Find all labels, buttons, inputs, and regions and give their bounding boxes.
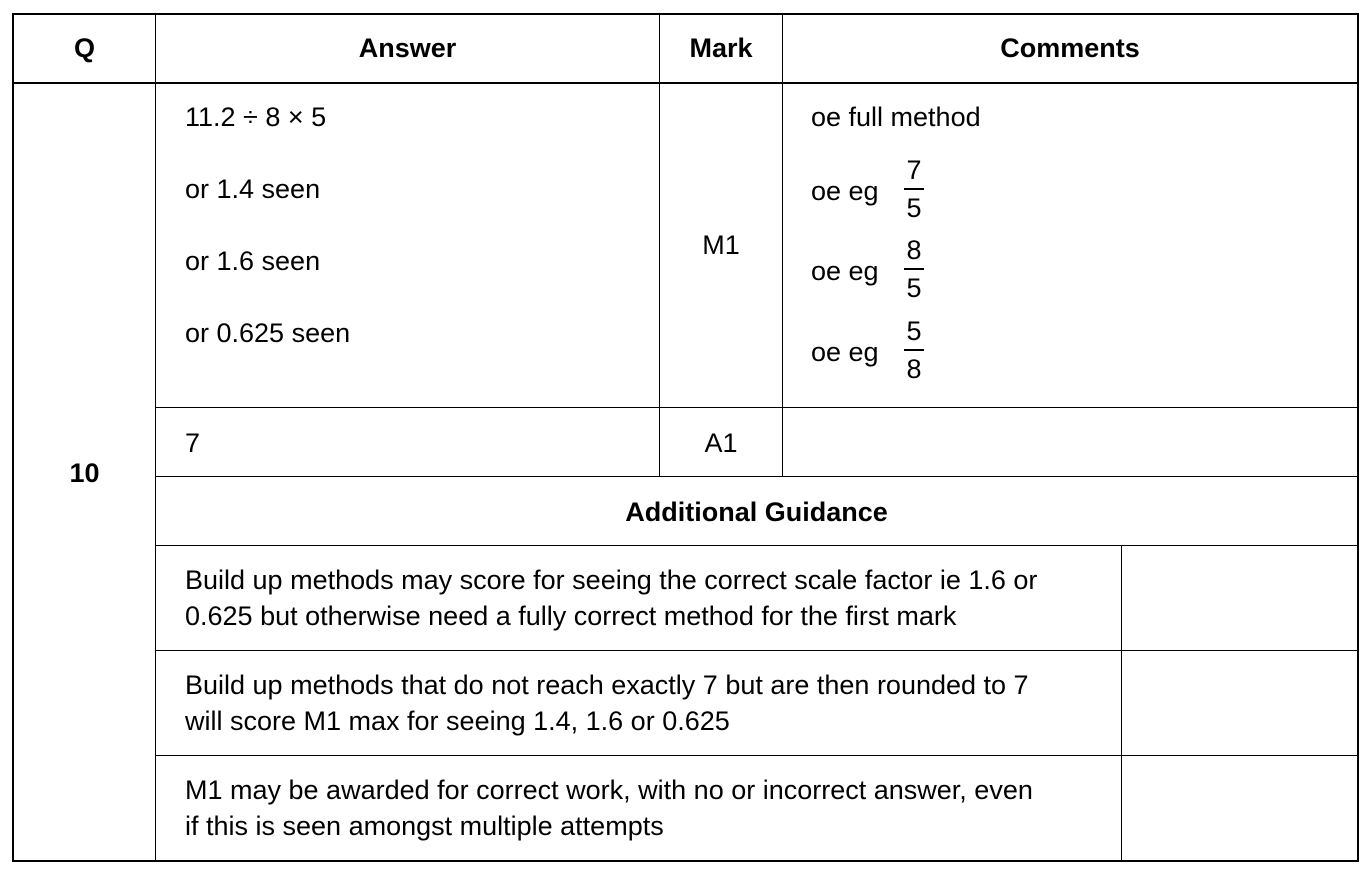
guidance-item-divider-1 [155, 650, 1358, 651]
answer-line: or 1.4 seen [185, 174, 321, 204]
answer-mark: A1 [704, 428, 738, 458]
guidance-line: if this is seen amongst multiple attempts [185, 811, 664, 841]
question-number: 10 [69, 458, 100, 488]
guidance-item [185, 562, 1037, 634]
table-border-right [1357, 13, 1359, 862]
q-column-divider [155, 13, 156, 862]
header-mark: Mark [689, 33, 753, 63]
comment-prefix: oe eg [811, 256, 879, 286]
fraction-denominator: 5 [906, 193, 922, 223]
guidance-item-divider-2 [155, 755, 1358, 756]
method-mark: M1 [702, 230, 740, 260]
table-border-left [12, 13, 14, 862]
fraction-bar [904, 349, 924, 351]
comment-line: oe full method [811, 102, 981, 132]
fraction-bar [904, 188, 924, 190]
fraction-numerator: 7 [906, 155, 922, 185]
fraction-denominator: 5 [906, 273, 922, 303]
fraction [903, 235, 925, 303]
header-divider [12, 82, 1358, 84]
fraction-bar [904, 268, 924, 270]
guidance-mark-divider [1121, 545, 1122, 862]
guidance-line: Build up methods that do not reach exactly 7 but are then rounded to 7 [185, 670, 1029, 700]
table-border-bottom [12, 860, 1358, 862]
fraction [903, 316, 925, 384]
answer-line: 11.2 ÷ 8 × 5 [185, 102, 327, 132]
answer-line: or 1.6 seen [185, 246, 321, 276]
guidance-title: Additional Guidance [625, 497, 888, 527]
comment-prefix: oe eg [811, 176, 879, 206]
header-comments: Comments [1000, 33, 1140, 63]
fraction-numerator: 5 [906, 316, 922, 346]
answer-row-divider [155, 476, 1358, 477]
table-border-top [12, 13, 1358, 15]
fraction-numerator: 8 [906, 235, 922, 265]
guidance-title-divider [155, 545, 1358, 546]
fraction [903, 155, 925, 223]
guidance-item [185, 667, 1029, 739]
method-row-divider [155, 407, 1358, 408]
answer-line: or 0.625 seen [185, 318, 351, 348]
header-answer: Answer [358, 33, 457, 63]
guidance-item [185, 772, 1033, 844]
comment-prefix: oe eg [811, 337, 879, 367]
final-answer: 7 [185, 428, 201, 458]
mark-column-divider [782, 13, 783, 477]
guidance-line: will score M1 max for seeing 1.4, 1.6 or 0.625 [185, 706, 730, 736]
guidance-line: 0.625 but otherwise need a fully correct method for the first mark [185, 601, 957, 631]
fraction-denominator: 8 [906, 354, 922, 384]
guidance-line: M1 may be awarded for correct work, with no or incorrect answer, even [185, 775, 1033, 805]
header-q: Q [73, 33, 95, 63]
guidance-line: Build up methods may score for seeing the correct scale factor ie 1.6 or [185, 565, 1038, 595]
